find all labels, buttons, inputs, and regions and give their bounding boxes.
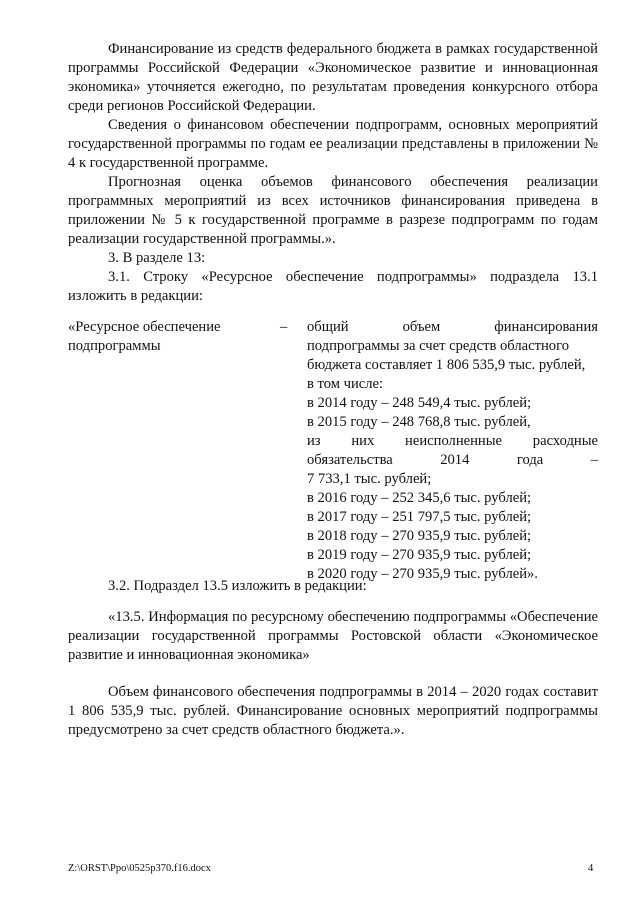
paragraph-text: «13.5. Информация по ресурсному обеспечению подпрограммы «Обеспечение реализации государственной программы Ростовской области «Экономическое развитие и инновационная экономика» [68,609,598,663]
paragraph-financing-info [68,116,598,173]
paragraph-forecast [68,173,598,249]
paragraph-text: Объем финансового обеспечения подпрограммы в 2014 – 2020 годах составит 1 806 535,9 тыс. рублей. Финансирование основных мероприятий подпрограммы предусмотрено за счет средств областного бюджета.». [68,684,598,738]
resource-line: 7 733,1 тыс. рублей; [307,471,432,487]
resource-line: в 2019 году – 270 935,9 тыс. рублей; [307,547,532,563]
resource-label: «Ресурсное обеспечение подпрограммы [68,319,221,354]
resource-line: обязательства 2014 года – [307,452,598,468]
resource-details [307,318,598,584]
paragraph-text: Прогнозная оценка объемов финансового обеспечения реализации программных мероприятий из всех источников финансирования приведена в приложении № 5 к государственной программе в разрезе подпрограмм по годам реализации государственной программы.». [68,174,598,247]
resource-line: в 2018 году – 270 935,9 тыс. рублей; [307,528,532,544]
footer-file-path: Z:\ORST\Ppo\0525p370.f16.docx [68,863,211,874]
resource-line: в 2016 году – 252 345,6 тыс. рублей; [307,490,532,506]
resource-line: бюджета составляет 1 806 535,9 тыс. рублей, [307,357,586,373]
paragraph-volume [68,683,598,740]
resource-dash: – [280,319,288,335]
resource-line: в 2014 году – 248 549,4 тыс. рублей; [307,395,532,411]
page-number: 4 [588,863,594,874]
resource-line: в том числе: [307,376,384,392]
item-3-1 [68,268,598,306]
paragraph-text: Сведения о финансовом обеспечении подпрограмм, основных мероприятий государственной программы по годам ее реализации представлены в приложении № 4 к государственной программе. [68,117,598,171]
paragraph-text: Финансирование из средств федерального бюджета в рамках государственной программы Российской Федерации «Экономическое развитие и инновационная экономика» уточняется ежегодно, по результатам проведения конкурсного отбора среди регионов Российской Федерации. [68,41,598,114]
resource-line: из них неисполненные расходные [307,433,598,449]
resource-line: в 2017 году – 251 797,5 тыс. рублей; [307,509,532,525]
item-3-2 [68,577,598,596]
item-text: 3.2. Подраздел 13.5 изложить в редакции: [108,578,367,594]
resource-line: общий объем финансирования [307,319,598,335]
item-3-heading [68,249,598,268]
item-text: 3. В разделе 13: [108,250,206,266]
resource-line: подпрограммы за счет средств областного [307,338,569,354]
resource-line: в 2020 году – 270 935,9 тыс. рублей». [307,566,538,582]
item-text: 3.1. Строку «Ресурсное обеспечение подпрограммы» подраздела 13.1 изложить в редакции: [68,269,598,304]
paragraph-13-5 [68,608,598,665]
resource-line: в 2015 году – 248 768,8 тыс. рублей, [307,414,531,430]
paragraph-federal-funding [68,40,598,116]
